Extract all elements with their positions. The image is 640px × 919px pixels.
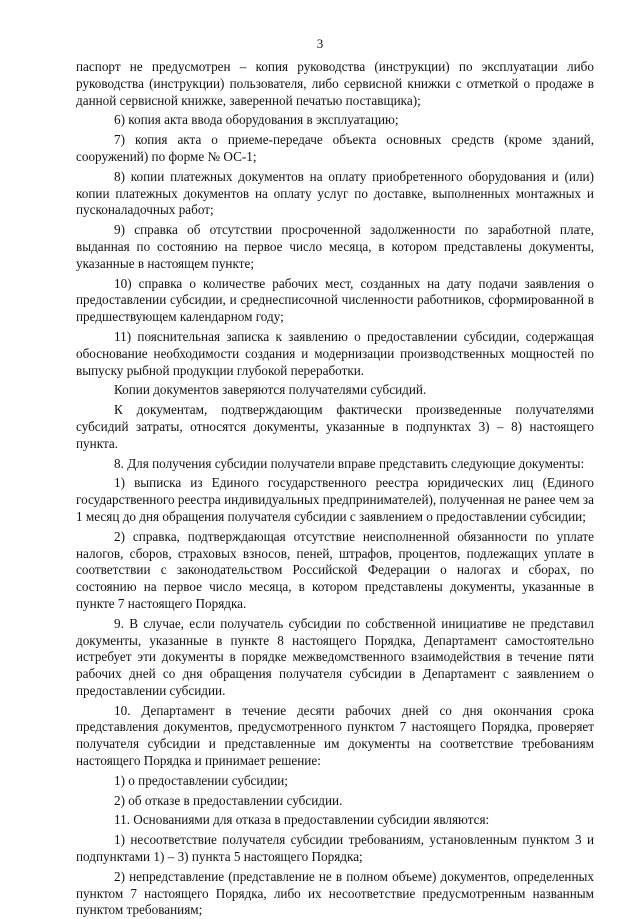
paragraph: 8) копии платежных документов на оплату приобретенного оборудования и (или) копии платежных документов на оплату услуг по доставке, выполненных монтажных и пусконаладочных работ;: [76, 168, 594, 218]
paragraph: 8. Для получения субсидии получатели вправе представить следующие документы:: [114, 455, 585, 471]
paragraph: 9. В случае, если получатель субсидии по собственной инициативе не представил документы, указанные в пункте 8 настоящего Порядка, Департамент самостоятельно истребует эти документы в порядке межведомственного взаимодействия в течение пяти рабочих дней со дня обращения получателя субсидии в Департамент с заявлением о предоставлении субсидии.: [76, 615, 594, 698]
paragraph: 2) непредставление (представление не в полном объеме) документов, определенных пунктом 7 настоящего Порядка, либо их несоответствие предусмотренным названным пунктом требованиям;: [76, 868, 594, 918]
paragraph: К документам, подтверждающим фактически произведенные получателями субсидий затраты, относятся документы, указанные в подпунктах 3) – 8) настоящего пункта.: [76, 402, 594, 451]
paragraph: 6) копия акта ввода оборудования в эксплуатацию;: [114, 112, 399, 128]
page-number: 3: [316, 36, 324, 51]
document-body: [76, 59, 594, 919]
paragraph: 11. Основаниями для отказа в предоставлении субсидии являются:: [114, 812, 490, 828]
paragraph: 2) справка, подтверждающая отсутствие неисполненной обязанности по уплате налогов, сборов, страховых взносов, пеней, штрафов, процентов, подлежащих уплате в соответствии с законодательством Российской Федерации о налогах и сборах, по состоянию на первое число месяца, в котором представлены документы, указанные в пункте 7 настоящего Порядка.: [76, 528, 594, 611]
paragraph: 9) справка об отсутствии просроченной задолженности по заработной плате, выданная по состоянию на первое число месяца, в котором представлены документы, указанные в настоящем пункте;: [76, 222, 594, 271]
paragraph: 2) об отказе в предоставлении субсидии.: [114, 792, 343, 808]
paragraph: 7) копия акта о приеме-передаче объекта основных средств (кроме зданий, сооружений) по форме № ОС-1;: [76, 132, 594, 164]
paragraph: 11) пояснительная записка к заявлению о предоставлении субсидии, содержащая обоснование необходимости создания и модернизации производственных мощностей по выпуску рыбной продукции глубокой переработки.: [76, 328, 594, 378]
paragraph: 10) справка о количестве рабочих мест, созданных на дату подачи заявления о предоставлении субсидии, и среднесписочной численности работников, сформированной в предшествующем календарном году;: [76, 275, 594, 325]
paragraph: 1) о предоставлении субсидии;: [114, 772, 288, 788]
paragraph: Копии документов заверяются получателями субсидий.: [114, 382, 427, 398]
paragraph: паспорт не предусмотрен – копия руководства (инструкции) по эксплуатации либо руководства (инструкции) пользователя, либо сервисной книжки с отметкой о продаже в данной сервисной книжке, заверенной печатью поставщика);: [76, 59, 594, 108]
paragraph: 1) несоответствие получателя субсидии требованиям, установленным пунктом 3 и подпунктами 1) – 3) пункта 5 настоящего Порядка;: [76, 832, 594, 865]
paragraph: 1) выписка из Единого государственного реестра юридических лиц (Единого государственного реестра индивидуальных предпринимателей), полученная не ранее чем за 1 месяц до дня обращения получателя субсидии с заявлением о предоставлении субсидии;: [76, 475, 594, 524]
paragraph: 10. Департамент в течение десяти рабочих дней со дня окончания срока представления документов, предусмотренного пунктом 7 настоящего Порядка, проверяет получателя субсидии и представленные им документы на соответствие требованиям настоящего Порядка и принимает решение:: [76, 702, 594, 769]
